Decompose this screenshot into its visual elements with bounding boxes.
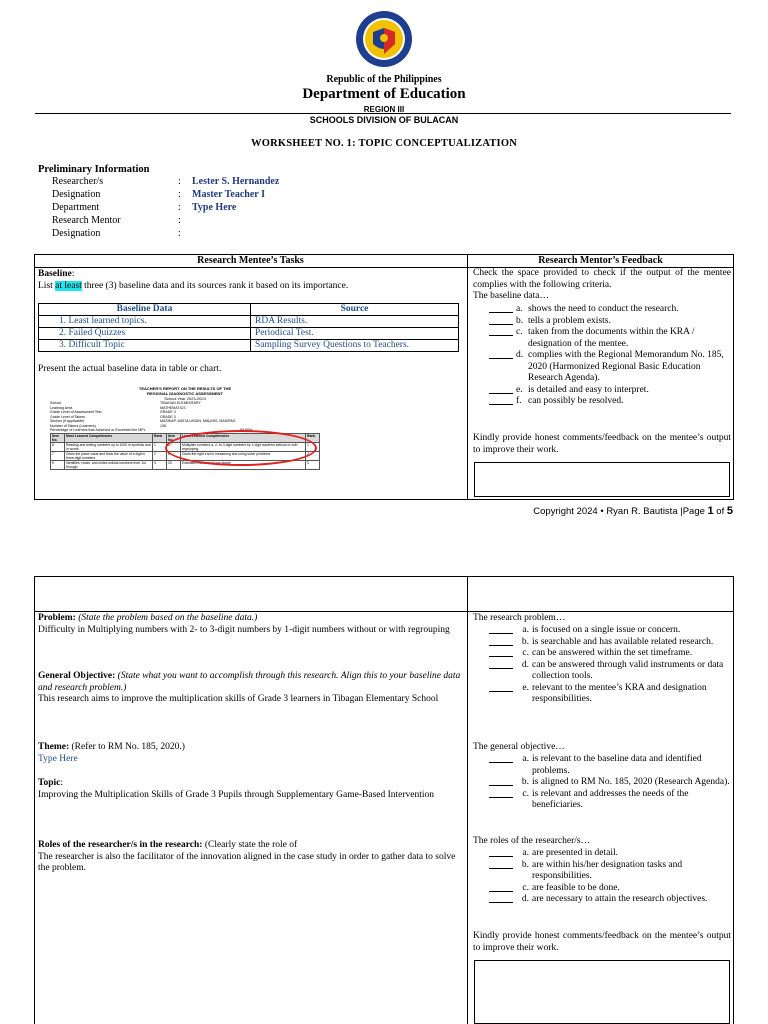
mini-info-key: School	[50, 401, 61, 405]
mini-info-key: Number of Takers (Learners)	[50, 423, 96, 428]
baseline-cell[interactable]: 1. Least learned topics.	[39, 316, 251, 328]
baseline-table	[38, 303, 459, 352]
criterion-text: relevant to the mentee’s KRA and designation responsibilities.	[532, 682, 707, 704]
deped-seal-logo	[355, 10, 413, 68]
problem-label: Problem:	[38, 613, 76, 623]
topic-colon: :	[60, 778, 63, 788]
feedback-prompt-2: Kindly provide honest comments/feedback on the mentee’s output to improve their work.	[473, 931, 731, 953]
mini-cell: 3	[153, 460, 167, 469]
prelim-colon: :	[178, 228, 181, 239]
mentor-intro-text: Check the space provided to check if the output of the mentee complies with the following criteria.	[473, 268, 731, 290]
roles-criteria	[489, 848, 733, 906]
mini-cell: Gives the place value and finds the value of a digit in three-digit numbers	[65, 451, 153, 460]
worksheet-title: WORKSHEET NO. 1: TOPIC CONCEPTUALIZATION	[251, 138, 517, 149]
mini-head-cell: Least Learned Competencies	[181, 433, 306, 442]
criterion-checkbox[interactable]	[489, 883, 513, 892]
baseline-label: Baseline	[38, 269, 72, 279]
criterion-row	[489, 625, 733, 637]
prelim-colon: :	[178, 215, 181, 226]
criterion-letter: c.	[522, 648, 529, 658]
criterion-text: tells a problem exists.	[528, 315, 611, 326]
mini-info-key: Percentage of Learners that Achieved or Exceeded the MPL	[50, 428, 146, 432]
department-title: Department of Education	[302, 86, 466, 102]
criterion-letter: d.	[521, 894, 529, 904]
preliminary-heading: Preliminary Information	[38, 164, 150, 175]
mini-title-2: REGIONAL DIAGNOSTIC ASSESSMENT	[147, 391, 223, 396]
prelim-label: Researcher/s	[52, 176, 104, 187]
problem-criteria	[489, 625, 733, 706]
mini-head-cell: Rank	[306, 433, 320, 442]
present-data-instruction: Present the actual baseline data in table or chart.	[38, 364, 222, 374]
mini-info-val: MASIKAP, MATULUNGIN, MALINIS, MASIPAG	[160, 419, 236, 423]
mini-info-val: GRADE 3	[160, 414, 176, 419]
table-column-divider	[467, 254, 468, 500]
prelim-colon: :	[178, 202, 181, 213]
criterion-row	[489, 350, 733, 385]
baseline-instr-post: three (3) baseline data and its sources rank it based on its importance.	[81, 280, 349, 291]
criterion-text: taken from the documents within the KRA / designation of the mentee.	[528, 327, 695, 349]
footer-page-number: 1	[707, 505, 714, 517]
criterion-row	[489, 789, 733, 812]
criterion-row	[489, 883, 733, 895]
red-circle-annotation	[165, 430, 317, 466]
criterion-checkbox[interactable]	[489, 789, 513, 798]
objective-lead: The general objective…	[473, 742, 565, 752]
mini-head-cell: Item No.	[51, 433, 65, 442]
roles-lead: The roles of the researcher/s…	[473, 836, 591, 846]
feedback-prompt: Kindly provide honest comments/feedback on the mentee’s output to improve their work.	[473, 433, 731, 455]
criterion-checkbox[interactable]	[489, 350, 513, 359]
mentee-tasks-header: Research Mentee’s Tasks	[197, 255, 304, 266]
mentor-intro	[473, 268, 731, 303]
criterion-checkbox[interactable]	[489, 848, 513, 857]
criterion-text: is relevant to the baseline data and identified problems.	[532, 754, 702, 776]
criterion-row	[489, 860, 733, 883]
criterion-letter: a.	[522, 625, 529, 635]
baseline-criteria	[489, 304, 733, 408]
criterion-row	[489, 777, 733, 789]
mini-cell: 1	[153, 442, 167, 451]
criterion-checkbox[interactable]	[489, 327, 513, 336]
criterion-letter: a.	[522, 848, 529, 858]
mini-info-key: Section (if applicable)	[50, 419, 85, 423]
roles-section	[38, 840, 463, 875]
theme-label: Theme:	[38, 742, 70, 752]
source-cell[interactable]: RDA Results.	[251, 316, 459, 328]
table-row	[39, 316, 459, 328]
criterion-letter: b.	[521, 859, 529, 870]
criterion-text: is aligned to RM No. 185, 2020 (Research Agenda).	[532, 777, 730, 787]
table-row	[39, 340, 459, 352]
mini-info-val: TIBAGAN ELEMENTARY	[160, 401, 201, 405]
mini-info-val: 59.60%	[240, 428, 253, 432]
baseline-section	[38, 269, 463, 292]
mini-info-val: MATHEMATICS	[160, 405, 186, 410]
criterion-letter: f.	[516, 396, 522, 406]
criterion-letter: b.	[521, 636, 529, 647]
source-cell[interactable]: Sampling Survey Questions to Teachers.	[251, 340, 459, 352]
mini-head-cell: Rank	[153, 433, 167, 442]
criterion-letter: d.	[521, 659, 529, 670]
republic-line: Republic of the Philippines	[326, 74, 442, 85]
criterion-text: can be answered through valid instruments or data collection tools.	[532, 659, 724, 681]
criterion-text: is detailed and easy to interpret.	[528, 384, 649, 395]
criterion-checkbox[interactable]	[489, 385, 513, 394]
header-divider	[35, 113, 731, 114]
criterion-row	[489, 385, 733, 397]
baseline-cell[interactable]: 2. Failed Quizzes	[39, 328, 251, 340]
topic-text[interactable]: Improving the Multiplication Skills of Grade 3 Pupils through Supplementary Game-Based Intervention	[38, 789, 435, 800]
criterion-checkbox[interactable]	[489, 648, 513, 657]
criterion-checkbox[interactable]	[489, 894, 513, 903]
criterion-letter: d.	[516, 350, 524, 360]
criterion-letter: a.	[522, 754, 529, 764]
preliminary-info	[38, 164, 738, 240]
mini-head-cell: Most Learned Competencies	[65, 433, 153, 442]
criterion-row	[489, 648, 733, 660]
criterion-row	[489, 683, 733, 706]
mini-info-val: 136	[160, 423, 166, 428]
prelim-label: Research Mentor	[52, 215, 121, 226]
baseline-data-header: Baseline Data	[39, 304, 251, 316]
criterion-checkbox[interactable]	[489, 860, 513, 869]
criterion-text: is relevant and addresses the needs of the beneficiaries.	[532, 788, 689, 810]
feedback-box-2[interactable]	[474, 960, 730, 1024]
mini-cell: Identifies, reads, and writes ordinal numbers from 1st through	[65, 460, 153, 469]
criterion-letter: c.	[516, 327, 523, 337]
criterion-row	[489, 894, 733, 906]
mini-cell: 6	[167, 451, 181, 460]
prelim-label: Designation	[52, 228, 101, 239]
objective-hint: (State what you want to accomplish through this research. Align this to your baseline data and research problem.)	[38, 671, 461, 693]
roles-hint: (Clearly state the role of	[204, 840, 298, 850]
mini-cell: 20	[167, 460, 181, 469]
problem-text[interactable]: Difficulty in Multiplying numbers with 2- to 3-digit numbers by 1-digit numbers without or with regrouping	[38, 624, 450, 635]
criterion-checkbox[interactable]	[489, 777, 513, 786]
mini-cell: 27	[167, 442, 181, 451]
document-header	[0, 10, 768, 125]
objective-section	[38, 671, 463, 706]
roles-label: Roles of the researcher/s in the research:	[38, 840, 203, 850]
mini-info-key: Learning Area	[50, 405, 73, 410]
mentor-lead-text: The baseline data…	[473, 291, 549, 301]
criterion-text: are presented in detail.	[532, 848, 618, 858]
table2-column-divider	[467, 576, 468, 1024]
mini-cell: 1	[306, 442, 320, 451]
criterion-text: can possibly be resolved.	[528, 396, 624, 406]
criterion-checkbox[interactable]	[489, 316, 513, 325]
mini-info-val: GRADE 3	[160, 410, 176, 414]
mini-cell: 3	[306, 460, 320, 469]
criterion-letter: b.	[521, 777, 529, 787]
baseline-table-header	[39, 304, 459, 316]
prelim-row	[38, 214, 738, 227]
region-line: REGION III	[363, 105, 405, 114]
source-cell[interactable]: Periodical Test.	[251, 328, 459, 340]
criterion-checkbox[interactable]	[489, 625, 513, 634]
baseline-instr-highlight: at least	[55, 280, 82, 291]
criterion-checkbox[interactable]	[489, 637, 513, 646]
mini-cell: Estimates the area of one shape	[181, 460, 306, 469]
objective-criteria	[489, 754, 733, 812]
baseline-colon: :	[71, 269, 75, 279]
criterion-checkbox[interactable]	[489, 660, 513, 669]
criterion-letter: b.	[516, 315, 524, 326]
problem-section	[38, 613, 463, 636]
criterion-text: are feasible to be done.	[532, 882, 620, 893]
mini-cell: 2	[153, 451, 167, 460]
prelim-row	[38, 227, 738, 240]
topic-section	[38, 778, 463, 801]
problem-hint: (State the problem based on the baseline data.)	[78, 613, 258, 623]
roles-text[interactable]: The researcher is also the facilitator of the innovation aligned in the case study in order to gather data to solve the problem.	[38, 851, 456, 873]
mini-title-1: TEACHER'S REPORT ON THE RESULTS OF THE	[138, 386, 232, 391]
mini-info-key: Grade Level of Assessment Test	[50, 410, 102, 414]
criterion-row	[489, 754, 733, 777]
criterion-row	[489, 304, 733, 316]
criterion-row	[489, 396, 733, 408]
mini-cell: 8	[51, 442, 65, 451]
mini-cell: Multiplies numbers a. 2- to 3-digit numbers by 1-digit numbers without or with regrouping	[181, 442, 306, 451]
objective-text[interactable]: This research aims to improve the multiplication skills of Grade 3 learners in Tibagan Elementary School	[38, 694, 439, 704]
mini-info-key: Grade Level of Takers	[50, 414, 86, 419]
baseline-cell[interactable]: 3. Difficult Topic	[39, 340, 251, 352]
footer-copyright: Copyright 2024 • Ryan R. Bautista |Page	[533, 506, 708, 517]
source-header: Source	[251, 304, 459, 316]
mini-cell: Gives the right end in measuring and using solve problems	[181, 451, 306, 460]
prelim-row	[38, 188, 738, 201]
criterion-text: is focused on a single issue or concern.	[532, 625, 681, 635]
topic-label: Topic	[38, 778, 61, 788]
theme-value[interactable]: Type Here	[38, 753, 78, 764]
theme-section	[38, 742, 463, 765]
prelim-colon: :	[178, 176, 181, 187]
mini-cell: Reading and writing numbers up to 1000 in symbols and in words	[66, 442, 151, 451]
prelim-label: Designation	[52, 189, 101, 200]
criterion-row	[489, 637, 733, 649]
criterion-letter: c.	[522, 788, 529, 799]
problem-lead: The research problem…	[473, 613, 566, 623]
criterion-checkbox[interactable]	[489, 754, 513, 763]
footer-of: of	[713, 506, 727, 517]
mini-head-cell: Item No.	[167, 433, 181, 442]
criterion-row	[489, 327, 733, 350]
table2-header-rule	[34, 611, 734, 612]
criterion-checkbox[interactable]	[489, 396, 513, 405]
criterion-row	[489, 316, 733, 328]
mini-cell: 7	[51, 451, 65, 460]
footer-page-total: 5	[726, 505, 733, 517]
researcher-value[interactable]: Lester S. Hernandez	[192, 176, 280, 187]
division-line: SCHOOLS DIVISION OF BULACAN	[309, 115, 459, 125]
feedback-box[interactable]	[474, 462, 730, 497]
criterion-letter: c.	[522, 882, 529, 893]
page-footer	[533, 505, 733, 517]
mini-title-3: School Year 2023-2024	[164, 396, 206, 401]
criterion-row	[489, 848, 733, 860]
criterion-checkbox[interactable]	[489, 683, 513, 692]
mini-cell: 2	[306, 451, 320, 460]
criterion-checkbox[interactable]	[489, 304, 513, 313]
criterion-text: can be answered within the set timeframe.	[532, 648, 693, 658]
criterion-row	[489, 660, 733, 683]
objective-label: General Objective:	[38, 671, 116, 681]
criterion-text: complies with the Regional Memorandum No. 185, 2020 (Harmonized Regional Basic Education Research Agenda).	[528, 350, 724, 383]
table-row	[39, 328, 459, 340]
criterion-text: is searchable and has available related research.	[532, 636, 714, 647]
criterion-letter: e.	[522, 682, 529, 693]
prelim-colon: :	[178, 189, 181, 200]
mini-cell: 9	[51, 460, 65, 469]
mini-info	[50, 401, 320, 433]
criterion-letter: a.	[516, 304, 523, 314]
criterion-letter: e.	[516, 384, 523, 395]
criterion-text: are necessary to attain the research objectives.	[532, 894, 708, 904]
prelim-label: Department	[52, 202, 100, 213]
prelim-row	[38, 175, 738, 188]
criterion-text: shows the need to conduct the research.	[528, 304, 679, 314]
theme-hint: (Refer to RM No. 185, 2020.)	[71, 742, 185, 752]
prelim-row	[38, 201, 738, 214]
criterion-text: are within his/her designation tasks and responsibilities.	[532, 859, 683, 881]
mentor-feedback-header: Research Mentor’s Feedback	[538, 255, 663, 266]
baseline-instr-pre: List	[38, 280, 56, 291]
department-value[interactable]: Type Here	[192, 202, 237, 213]
designation-value[interactable]: Master Teacher I	[192, 189, 265, 200]
